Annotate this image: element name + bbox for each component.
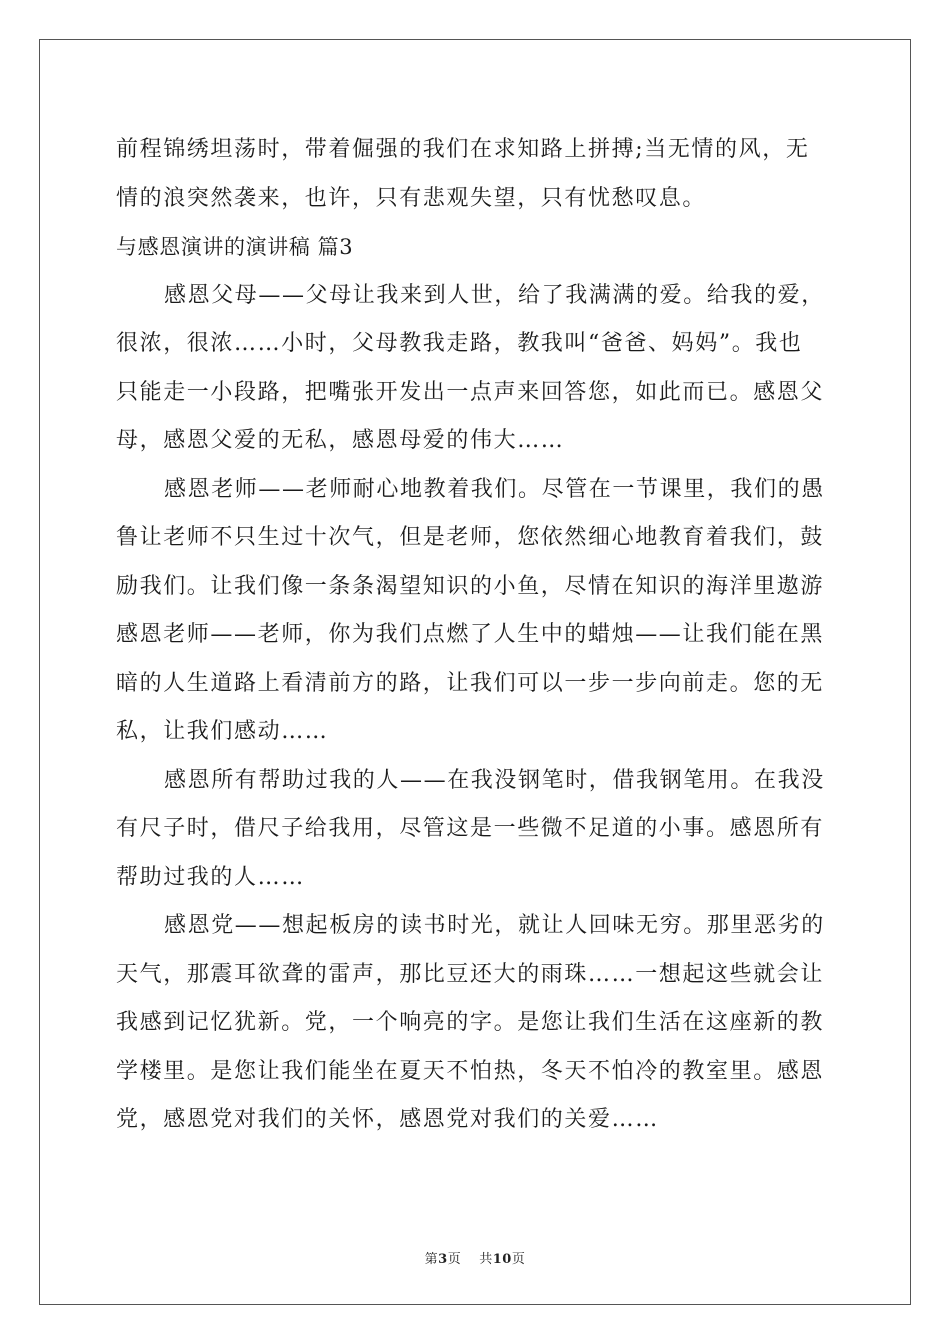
paragraph-party: [116, 902, 836, 1145]
total-suffix: 页: [511, 1252, 526, 1267]
text-line: 前程锦绣坦荡时，带着倔强的我们在求知路上拼搏;当无情的风，无: [116, 137, 810, 162]
total-prefix: 共: [479, 1252, 493, 1267]
text-line: 感恩老师——老师，你为我们点燃了人生中的蜡烛——让我们能在黑: [116, 622, 825, 647]
page-total: [479, 1252, 525, 1267]
text-line: 感恩所有帮助过我的人——在我没钢笔时，借我钢笔用。在我没: [164, 767, 825, 793]
text-line: 情的浪突然袭来，也许，只有悲观失望，只有忧愁叹息。: [116, 185, 707, 211]
text-line: 很浓，很浓……小时，父母教我走路，教我叫“爸爸、妈妈”。我也: [116, 331, 803, 356]
page-footer: [0, 1248, 950, 1267]
section-heading: 与感恩演讲的演讲稿 篇3: [116, 235, 354, 259]
text-line: 感恩老师——老师耐心地教着我们。尽管在一节课里，我们的愚: [164, 476, 825, 502]
paragraph-teachers: [116, 466, 836, 757]
paragraph-helpers: [116, 757, 836, 903]
text-line: 学楼里。是您让我们能坐在夏天不怕热，冬天不怕冷的教室里。感恩: [116, 1058, 825, 1084]
page-prefix: 第: [424, 1252, 439, 1267]
text-line: 只能走一小段路，把嘴张开发出一点声来回答您，如此而已。感恩父: [116, 379, 825, 405]
text-line: 暗的人生道路上看清前方的路，让我们可以一步一步向前走。您的无: [116, 670, 825, 696]
text-line: 私，让我们感动……: [116, 719, 329, 744]
text-line: 我感到记忆犹新。党，一个响亮的字。是您让我们生活在这座新的教: [116, 1010, 825, 1035]
text-line: 母，感恩父爱的无私，感恩母爱的伟大……: [116, 428, 565, 453]
text-line: 鲁让老师不只生过十次气，但是老师，您依然细心地教育着我们，鼓: [116, 525, 825, 550]
text-line: 帮助过我的人……: [116, 864, 305, 890]
paragraph-parents: [116, 272, 836, 466]
text-line: 天气，那震耳欲聋的雷声，那比豆还大的雨珠……一想起这些就会让: [116, 961, 825, 987]
page-number: [425, 1252, 462, 1267]
text-line: 党，感恩党对我们的关怀，感恩党对我们的关爱……: [116, 1107, 659, 1132]
page-suffix: 页: [447, 1252, 462, 1267]
text-line: 感恩父母——父母让我来到人世，给了我满满的爱。给我的爱，: [164, 282, 825, 308]
document-body: [116, 126, 836, 1145]
total-count: 10: [492, 1252, 512, 1267]
page-current: 3: [438, 1252, 448, 1267]
text-line: 有尺子时，借尺子给我用，尽管这是一些微不足道的小事。感恩所有: [116, 816, 825, 841]
text-line: 励我们。让我们像一条条渴望知识的小鱼，尽情在知识的海洋里遨游: [116, 573, 825, 599]
text-line: 感恩党——想起板房的读书时光，就让人回味无穷。那里恶劣的: [164, 913, 825, 938]
